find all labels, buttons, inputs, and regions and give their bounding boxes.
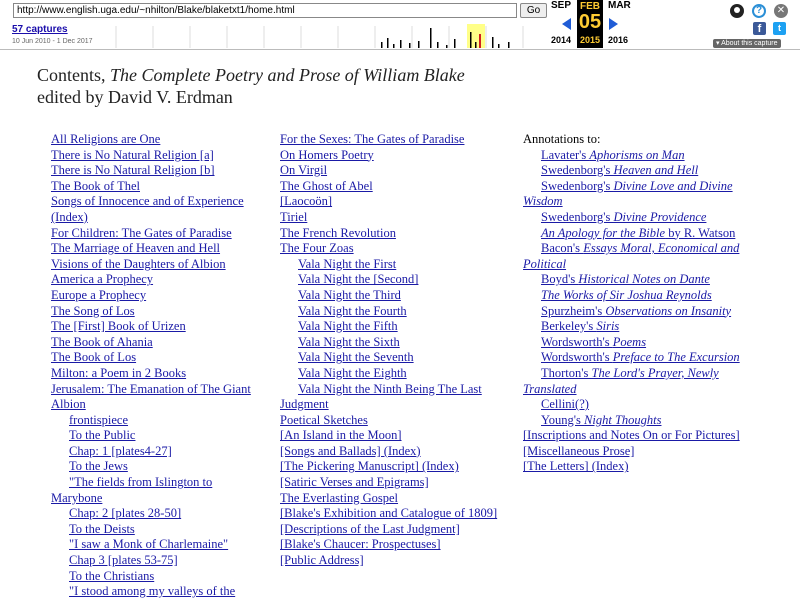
- toc-sublink[interactable]: "I stood among my valleys of the: [69, 584, 236, 599]
- toc-link[interactable]: The Song of Los: [51, 303, 135, 318]
- toc-sublink[interactable]: To the Public: [69, 428, 136, 443]
- toc-link[interactable]: The French Revolution: [280, 225, 396, 240]
- go-button[interactable]: Go: [520, 3, 547, 18]
- toc-link[interactable]: The Book of Thel: [51, 178, 140, 193]
- toc-sublink[interactable]: Vala Night the Ninth Being The Last: [298, 381, 482, 396]
- annotation-title: Wisdom: [523, 194, 563, 209]
- contents-column-3: [523, 132, 748, 475]
- toc-link[interactable]: [Satiric Verses and Epigrams]: [280, 475, 429, 490]
- prev-year-label[interactable]: 2014: [551, 35, 572, 45]
- annotation-author: Spurzheim's: [541, 303, 606, 318]
- annotation-title: Essays Moral, Economical and: [583, 241, 740, 256]
- url-input[interactable]: [13, 3, 517, 18]
- annotations-heading: Annotations to:: [523, 132, 601, 146]
- toc-sublink[interactable]: frontispiece: [69, 412, 129, 427]
- toc-sublink[interactable]: Vala Night the Fourth: [298, 303, 407, 318]
- toc-link[interactable]: Songs of Innocence and of Experience: [51, 194, 244, 209]
- toc-sublink[interactable]: Chap: 2 [plates 28-50]: [69, 506, 182, 521]
- annotation-link[interactable]: [523, 288, 748, 304]
- twitter-icon[interactable]: t: [773, 22, 786, 35]
- toc-link[interactable]: The Marriage of Heaven and Hell: [51, 241, 221, 256]
- toc-link[interactable]: [An Island in the Moon]: [280, 428, 402, 443]
- annotation-link[interactable]: [523, 241, 748, 257]
- toc-sublink[interactable]: Vala Night the [Second]: [298, 272, 419, 287]
- annotation-author: Swedenborg's: [541, 178, 614, 193]
- annotation-suffix: by R. Watson: [665, 225, 736, 240]
- toc-link[interactable]: [Inscriptions and Notes On or For Pictures]: [523, 428, 740, 443]
- toc-link[interactable]: [The Pickering Manuscript] (Index): [280, 459, 459, 474]
- toc-link[interactable]: The Four Zoas: [280, 241, 354, 256]
- toc-link[interactable]: Europe a Prophecy: [51, 287, 147, 302]
- annotation-title: Siris: [596, 319, 620, 334]
- annotation-author: Lavater's: [541, 147, 590, 162]
- annotation-author: Bacon's: [541, 241, 584, 256]
- annotation-author: Young's: [541, 412, 585, 427]
- contents-column-2: [280, 132, 505, 569]
- annotation-author: Wordsworth's: [541, 350, 613, 365]
- toc-sublink[interactable]: Vala Night the Sixth: [298, 334, 400, 349]
- toc-sublink[interactable]: Chap: 1 [plates4-27]: [69, 443, 172, 458]
- toc-link[interactable]: The Everlasting Gospel: [280, 490, 399, 505]
- wayback-toolbar: [0, 0, 800, 50]
- toc-sublink[interactable]: To the Deists: [69, 521, 135, 536]
- annotation-title: Divine Love and Divine: [613, 178, 733, 193]
- about-capture-label: About this capture: [721, 40, 778, 47]
- toc-link[interactable]: All Religions are One: [51, 132, 161, 146]
- toc-link[interactable]: On Virgil: [280, 163, 328, 178]
- toc-link[interactable]: The [First] Book of Urizen: [51, 319, 186, 334]
- annotation-title: Divine Providence: [613, 209, 707, 224]
- toc-sublink[interactable]: Vala Night the Seventh: [298, 350, 414, 365]
- annotation-title: Night Thoughts: [584, 412, 662, 427]
- annotation-link[interactable]: [523, 210, 748, 226]
- capture-sparkline[interactable]: [98, 20, 545, 48]
- annotation-title: Preface to The Excursion: [612, 350, 740, 365]
- title-prefix: Contents,: [37, 65, 111, 85]
- annotation-author: Boyd's: [541, 272, 579, 287]
- annotation-link[interactable]: [523, 179, 748, 195]
- annotations-list: [523, 148, 748, 429]
- toc-link[interactable]: [Public Address]: [280, 553, 364, 568]
- annotation-author: Cellini(?): [541, 397, 589, 412]
- toc-link[interactable]: The Book of Ahania: [51, 334, 153, 349]
- toc-link[interactable]: [Descriptions of the Last Judgment]: [280, 521, 460, 536]
- toc-sublink[interactable]: "The fields from Islington to: [69, 475, 213, 490]
- toc-link[interactable]: Albion: [51, 397, 86, 412]
- annotation-author: Berkeley's: [541, 319, 597, 334]
- next-capture-arrow-icon[interactable]: [609, 18, 618, 30]
- annotation-link[interactable]: [523, 350, 748, 366]
- annotation-link[interactable]: [523, 272, 748, 288]
- contents-column-1: [51, 132, 256, 600]
- toc-link[interactable]: Milton: a Poem in 2 Books: [51, 365, 187, 380]
- annotation-author: Swedenborg's: [541, 209, 614, 224]
- annotation-link[interactable]: [523, 397, 748, 413]
- annotation-link[interactable]: [523, 413, 748, 429]
- prev-capture-arrow-icon[interactable]: [562, 18, 571, 30]
- toc-link[interactable]: [Miscellaneous Prose]: [523, 443, 635, 458]
- toc-sublink[interactable]: Judgment: [280, 397, 329, 412]
- annotation-title: The Lord's Prayer, Newly: [591, 365, 719, 380]
- toc-sublink[interactable]: Vala Night the Eighth: [298, 365, 407, 380]
- toc-link[interactable]: [Blake's Exhibition and Catalogue of 1809]: [280, 506, 498, 521]
- annotation-author: Thorton's: [541, 365, 592, 380]
- captures-link[interactable]: 57 captures: [12, 24, 68, 35]
- annotation-title: The Works of Sir Joshua Reynolds: [541, 287, 712, 302]
- annotation-link[interactable]: [523, 319, 748, 335]
- toc-sublink[interactable]: Chap 3 [plates 53-75]: [69, 553, 178, 568]
- toc-link[interactable]: The Ghost of Abel: [280, 178, 373, 193]
- next-month-label[interactable]: MAR: [608, 0, 631, 11]
- annotation-author: Swedenborg's: [541, 163, 614, 178]
- toc-link[interactable]: [The Letters] (Index): [523, 459, 629, 474]
- current-capture-date: [577, 0, 603, 48]
- current-day-label: 05: [578, 11, 602, 33]
- toc-sublink[interactable]: "I saw a Monk of Charlemaine": [69, 537, 229, 552]
- annotation-link[interactable]: [523, 366, 748, 382]
- toc-link[interactable]: America a Prophecy: [51, 272, 154, 287]
- toc-sublink[interactable]: To the Christians: [69, 568, 155, 583]
- toc-sublink[interactable]: Vala Night the Fifth: [298, 319, 398, 334]
- toc-link[interactable]: (Index): [51, 209, 88, 224]
- annotation-title: Political: [523, 256, 567, 271]
- title-book: The Complete Poetry and Prose of William Blake: [110, 65, 465, 85]
- toc-link[interactable]: [Laocoön]: [280, 194, 333, 209]
- toc-sublink[interactable]: Marybone: [51, 490, 103, 505]
- toc-link[interactable]: The Book of Los: [51, 350, 137, 365]
- annotation-title: An Apology for the Bible: [541, 225, 666, 240]
- annotation-title: Historical Notes on Dante: [578, 272, 710, 287]
- annotation-link[interactable]: [523, 335, 748, 351]
- close-icon[interactable]: ✕: [774, 4, 788, 18]
- page-editor: edited by David V. Erdman: [37, 87, 233, 107]
- page-title: [37, 64, 465, 86]
- annotation-link[interactable]: [523, 382, 748, 398]
- toc-link[interactable]: On Homers Poetry: [280, 147, 374, 162]
- about-capture-button[interactable]: ▾ About this capture: [713, 39, 781, 48]
- toc-link[interactable]: There is No Natural Religion [b]: [51, 163, 215, 178]
- annotation-title: Aphorisms on Man: [589, 147, 685, 162]
- toc-link[interactable]: There is No Natural Religion [a]: [51, 147, 214, 162]
- annotation-title: Heaven and Hell: [613, 163, 699, 178]
- toc-link[interactable]: Visions of the Daughters of Albion: [51, 256, 226, 271]
- annotation-link[interactable]: [523, 194, 748, 210]
- toc-sublink[interactable]: Vala Night the Third: [298, 287, 401, 302]
- toc-link[interactable]: [Songs and Ballads] (Index): [280, 443, 421, 458]
- facebook-icon[interactable]: f: [753, 22, 766, 35]
- annotation-link[interactable]: [523, 148, 748, 164]
- toc-link[interactable]: For Children: The Gates of Paradise: [51, 225, 232, 240]
- next-year-label[interactable]: 2016: [608, 35, 629, 45]
- user-icon[interactable]: [730, 4, 744, 18]
- annotation-title: Observations on Insanity: [605, 303, 732, 318]
- toc-link[interactable]: [Blake's Chaucer: Prospectuses]: [280, 537, 441, 552]
- annotation-title: Poems: [612, 334, 647, 349]
- annotation-author: Wordsworth's: [541, 334, 613, 349]
- current-month-label: FEB: [580, 1, 600, 12]
- toc-sublink[interactable]: To the Jews: [69, 459, 128, 474]
- toc-sublink[interactable]: Vala Night the First: [298, 256, 397, 271]
- annotation-link[interactable]: [523, 163, 748, 179]
- current-year-label: 2015: [579, 35, 601, 45]
- toc-link[interactable]: Poetical Sketches: [280, 412, 368, 427]
- annotation-link[interactable]: [523, 226, 748, 242]
- annotation-link[interactable]: [523, 304, 748, 320]
- annotation-title: Translated: [523, 381, 577, 396]
- annotation-link[interactable]: [523, 257, 748, 273]
- capture-date-range: 10 Jun 2010 - 1 Dec 2017: [12, 38, 93, 45]
- toc-link[interactable]: Jerusalem: The Emanation of The Giant: [51, 381, 251, 396]
- toc-link[interactable]: For the Sexes: The Gates of Paradise: [280, 132, 465, 146]
- help-icon[interactable]: ?: [752, 4, 766, 18]
- prev-month-label[interactable]: SEP: [551, 0, 572, 11]
- toc-link[interactable]: Tiriel: [280, 209, 308, 224]
